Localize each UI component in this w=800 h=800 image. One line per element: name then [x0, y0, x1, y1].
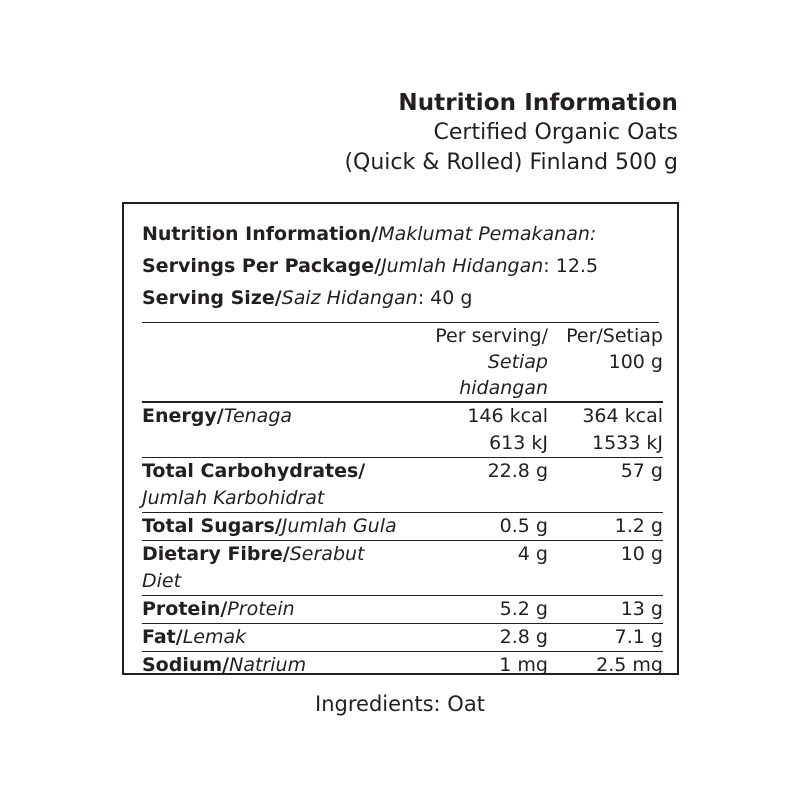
row-label-fat-en: Fat/ — [142, 626, 183, 648]
intro-label-ms: Maklumat Pemakanan: — [378, 223, 597, 245]
column-header-per-100g-line2: 100 g — [608, 351, 663, 373]
row-label-energy-en: Energy/ — [142, 405, 224, 427]
row-label-protein-en: Protein/ — [142, 598, 228, 620]
row-label-sodium — [142, 652, 400, 680]
row-label-protein — [142, 596, 400, 624]
intro-line-nutrition-information — [142, 218, 659, 250]
row-value-total-carbohydrates-per-100g: 57 g — [548, 458, 663, 513]
column-header-per-100g — [548, 323, 663, 402]
product-name-line2: (Quick & Rolled) Finland 500 g — [344, 150, 678, 175]
row-label-total-carbohydrates-en: Total Carbohydrates/ — [142, 460, 366, 482]
column-header-per-serving-line1: Per serving/ — [435, 325, 548, 347]
row-value-total-sugars-per-100g: 1.2 g — [548, 513, 663, 541]
servings-value: : 12.5 — [543, 255, 599, 277]
panel-intro — [142, 204, 659, 314]
row-label-total-carbohydrates — [142, 458, 400, 513]
row-label-fat — [142, 624, 400, 652]
servings-label-ms: Jumlah Hidangan — [381, 255, 544, 277]
row-label-protein-ms: Protein — [227, 598, 295, 620]
table-row — [142, 513, 663, 541]
intro-label-en: Nutrition Information/ — [142, 223, 379, 245]
row-label-fat-ms: Lemak — [182, 626, 247, 648]
nutrition-table — [142, 323, 663, 679]
row-value-dietary-fibre-per-100g: 10 g — [548, 541, 663, 596]
product-name-line1: Certified Organic Oats — [433, 120, 678, 145]
row-value-dietary-fibre-per-serving: 4 g — [400, 541, 548, 596]
row-label-dietary-fibre-ms: Serabut Diet — [142, 543, 365, 592]
row-value-energy-per-serving: 146 kcal — [400, 402, 548, 430]
row-label-sodium-ms: Natrium — [229, 654, 307, 676]
row-value-fat-per-100g: 7.1 g — [548, 624, 663, 652]
serving-size-label-en: Serving Size/ — [142, 287, 282, 309]
row-value-total-carbohydrates-per-serving: 22.8 g — [400, 458, 548, 513]
table-row — [142, 430, 663, 458]
row-value-protein-per-serving: 5.2 g — [400, 596, 548, 624]
row-value-energy-per-100g: 364 kcal — [548, 402, 663, 430]
row-label-total-sugars-ms: Jumlah Gula — [281, 515, 397, 537]
table-row — [142, 458, 663, 513]
table-row — [142, 402, 663, 430]
row-value-total-sugars-per-serving: 0.5 g — [400, 513, 548, 541]
row-label-sodium-en: Sodium/ — [142, 654, 230, 676]
row-label-dietary-fibre — [142, 541, 400, 596]
serving-size-value: : 40 g — [417, 287, 473, 309]
header — [0, 0, 800, 178]
row-label-total-sugars-en: Total Sugars/ — [142, 515, 282, 537]
page-title: Nutrition Information — [398, 90, 678, 116]
intro-line-serving-size — [142, 282, 659, 314]
row-label-total-carbohydrates-ms: Jumlah Karbohidrat — [142, 487, 325, 509]
table-row — [142, 624, 663, 652]
ingredients-footer: Ingredients: Oat — [315, 692, 485, 716]
row-value-protein-per-100g: 13 g — [548, 596, 663, 624]
row-label-energy-kj — [142, 430, 400, 458]
row-value-energy-kj-per-serving: 613 kJ — [489, 432, 548, 454]
servings-label-en: Servings Per Package/ — [142, 255, 382, 277]
serving-size-label-ms: Saiz Hidangan — [281, 287, 418, 309]
row-value-sodium-per-serving: 1 mg — [400, 652, 548, 680]
row-label-energy — [142, 402, 400, 430]
table-row — [142, 652, 663, 680]
column-header-per-serving — [400, 323, 548, 402]
table-row — [142, 541, 663, 596]
row-value-energy-kj-per-100g: 1533 kJ — [592, 432, 663, 454]
nutrition-panel — [122, 202, 679, 675]
row-label-total-sugars — [142, 513, 400, 541]
table-row — [142, 596, 663, 624]
column-header-spacer — [142, 323, 400, 402]
row-value-fat-per-serving: 2.8 g — [400, 624, 548, 652]
row-label-energy-ms: Tenaga — [223, 405, 293, 427]
row-label-dietary-fibre-en: Dietary Fibre/ — [142, 543, 290, 565]
table-column-header-row — [142, 323, 663, 402]
column-header-per-serving-line2: Setiap hidangan — [459, 351, 548, 399]
intro-line-servings-per-package — [142, 250, 659, 282]
column-header-per-100g-line1: Per/Setiap — [566, 325, 663, 347]
row-value-sodium-per-100g: 2.5 mg — [548, 652, 663, 680]
